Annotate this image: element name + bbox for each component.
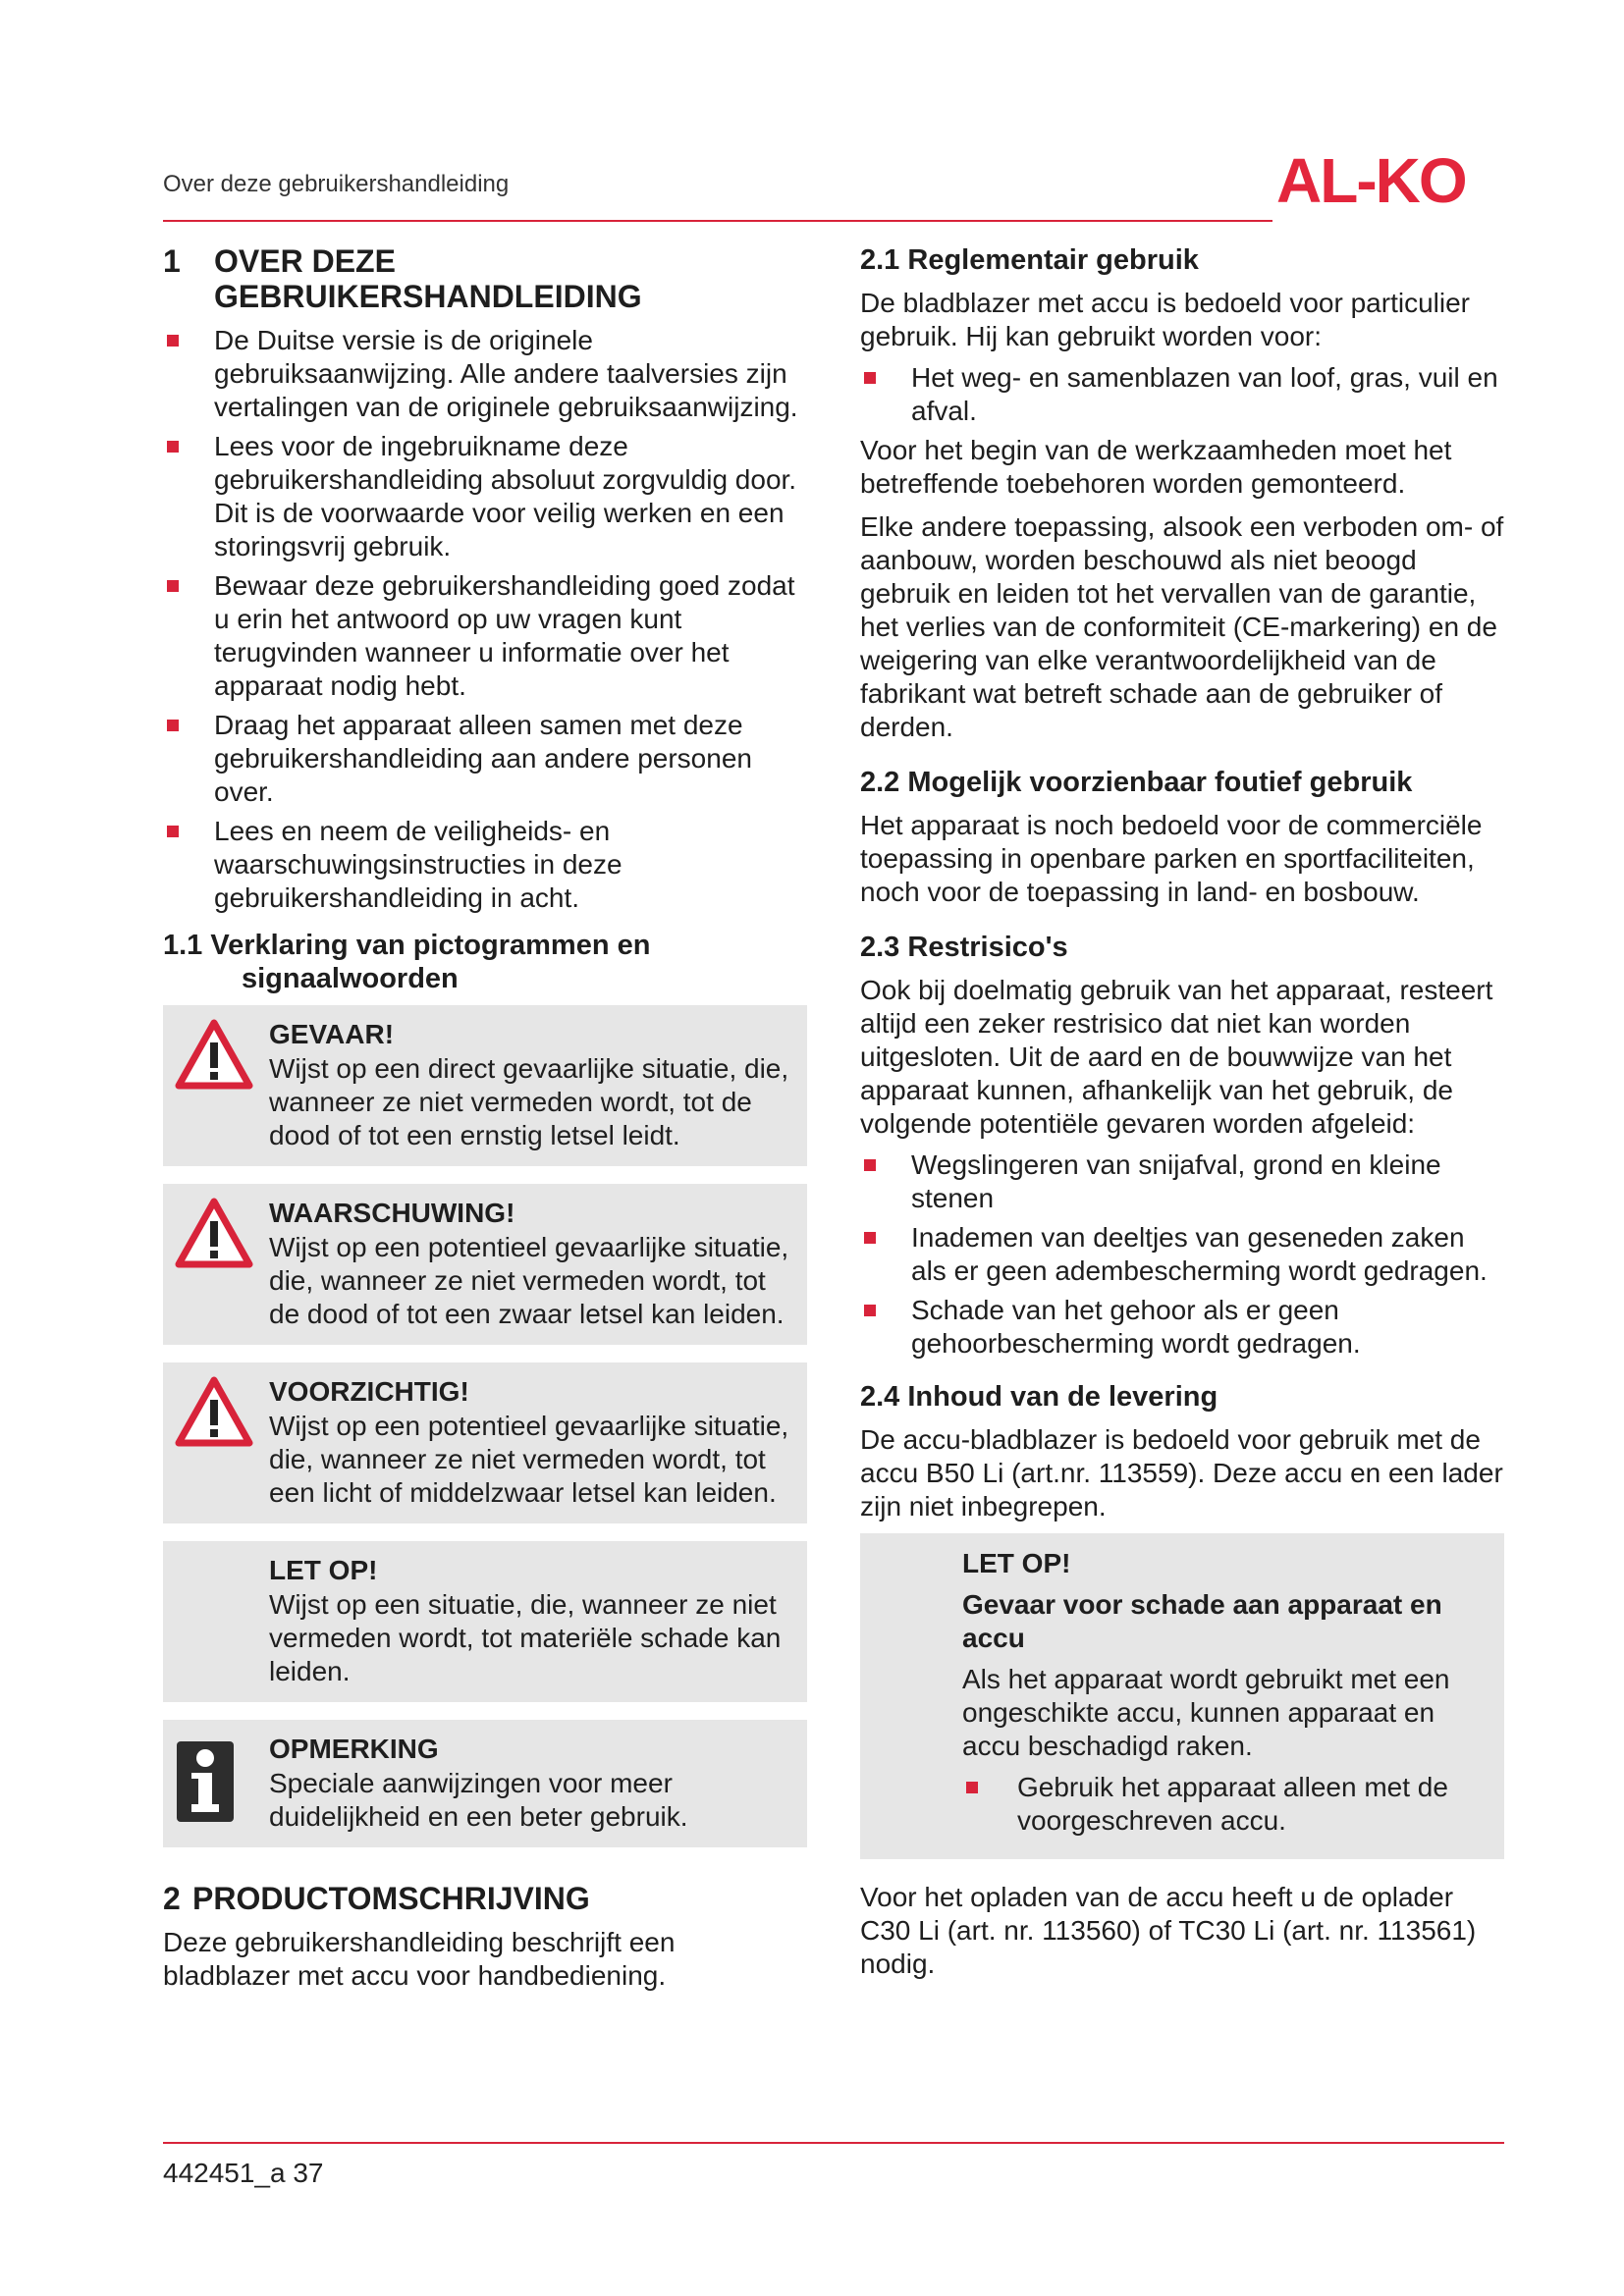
notice-body: Wijst op een potentieel gevaarlijke situatie, die, wanneer ze niet vermeden wordt, tot de dood of tot een zwaar letsel kan leiden.: [269, 1232, 789, 1329]
warning-triangle-icon: [175, 1019, 253, 1090]
list-item: Schade van het gehoor als er geen gehoorbescherming wordt gedragen.: [860, 1294, 1504, 1361]
callout-body: Als het apparaat wordt gebruikt met een ongeschikte accu, kunnen apparaat en accu beschadigd raken.: [962, 1664, 1450, 1761]
list-item: Het weg- en samenblazen van loof, gras, vuil en afval.: [860, 361, 1504, 428]
list-item: De Duitse versie is de originele gebruiksaanwijzing. Alle andere taalversies zijn vertalingen van de originele gebruiksaanwijzing.: [163, 324, 807, 424]
remark-notice: [163, 1720, 807, 1847]
notice-body: Speciale aanwijzingen voor meer duidelijkheid en een beter gebruik.: [269, 1768, 688, 1832]
list-item: Bewaar deze gebruikershandleiding goed zodat u erin het antwoord op uw vragen kunt terugvinden wanneer u informatie over het apparaat nodig hebt.: [163, 569, 807, 703]
list-item: Inademen van deeltjes van geseneden zaken als er geen adembescherming wordt gedragen.: [860, 1221, 1504, 1288]
section-2-1-heading: 2.1 Reglementair gebruik: [860, 244, 1199, 276]
list-item: Lees en neem de veiligheids- en waarschuwingsinstructies in deze gebruikershandleiding in acht.: [163, 815, 807, 915]
callout-title: LET OP!: [962, 1548, 1071, 1578]
page-footer: 442451_a 37: [163, 2158, 324, 2188]
callout-list: [962, 1771, 1481, 1838]
list-item: Lees voor de ingebruikname deze gebruikershandleiding absoluut zorgvuldig door. Dit is de voorwaarde voor veilig werken en een storingsvrij gebruik.: [163, 430, 807, 563]
list-item: Gebruik het apparaat alleen met de voorgeschreven accu.: [962, 1771, 1481, 1838]
notice-body: Wijst op een direct gevaarlijke situatie, die, wanneer ze niet vermeden wordt, tot de dood of tot een ernstig letsel leidt.: [269, 1053, 789, 1150]
list-item: Draag het apparaat alleen samen met deze gebruikershandleiding aan andere personen over.: [163, 709, 807, 809]
section-2-4-body: De accu-bladblazer is bedoeld voor gebruik met de accu B50 Li (art.nr. 113559). Deze accu en een lader zijn niet inbegrepen.: [860, 1424, 1503, 1522]
notice-title: VOORZICHTIG!: [269, 1376, 469, 1407]
section-2-2-body: Het apparaat is noch bedoeld voor de commerciële toepassing in openbare parken en sportfaciliteiten, noch voor de toepassing in land- en bosbouw.: [860, 810, 1483, 907]
info-icon: [177, 1741, 234, 1822]
notice-body: Wijst op een potentieel gevaarlijke situatie, die, wanneer ze niet vermeden wordt, tot een licht of middelzwaar letsel kan leiden.: [269, 1411, 789, 1508]
section-1-heading: 1 OVER DEZE GEBRUIKERSHANDLEIDING: [163, 243, 642, 314]
section-2-3-body: Ook bij doelmatig gebruik van het apparaat, resteert altijd een zeker restrisico dat niet kan worden uitgesloten. Uit de aard en de bouwwijze van het apparaat kunnen, afhankelijk van het gebruik, de volgende potentiële gevaren worden afgeleid:: [860, 975, 1493, 1139]
danger-notice: [163, 1005, 807, 1166]
running-header: Over deze gebruikershandleiding: [163, 171, 510, 197]
footer-divider: [163, 2142, 1504, 2144]
right-column: [860, 243, 1504, 1981]
notice-title: LET OP!: [269, 1555, 378, 1585]
notice-body: Wijst op een situatie, die, wanneer ze niet vermeden wordt, tot materiële schade kan leiden.: [269, 1589, 782, 1686]
section-2-4-heading: 2.4 Inhoud van de levering: [860, 1381, 1218, 1413]
section-2-3-list: [860, 1148, 1504, 1361]
section-2-heading: 2 PRODUCTOMSCHRIJVING: [163, 1881, 590, 1916]
let-op-notice: [163, 1541, 807, 1702]
caution-notice: [163, 1362, 807, 1523]
alko-logo: AL-KO: [1276, 145, 1466, 216]
section-2-1-intro: De bladblazer met accu is bedoeld voor particulier gebruik. Hij kan gebruikt worden voor:: [860, 288, 1470, 351]
section-2-2-heading: 2.2 Mogelijk voorzienbaar foutief gebruik: [860, 767, 1413, 798]
section-2-1-list: [860, 361, 1504, 428]
callout-subtitle: Gevaar voor schade aan apparaat en accu: [962, 1589, 1442, 1653]
header-divider: [163, 220, 1272, 222]
section-2-1-paragraph: Voor het begin van de werkzaamheden moet het betreffende toebehoren worden gemonteerd.: [860, 435, 1452, 499]
warning-notice: [163, 1184, 807, 1345]
section-2-1-paragraph: Elke andere toepassing, alsook een verboden om- of aanbouw, worden beschouwd als niet beoogd gebruik en leiden tot het vervallen van de garantie, het verlies van de conformiteit (CE-markering) en de weigering van elke verantwoordelijkheid van de fabrikant wat betreft schade aan de gebruiker of derden.: [860, 511, 1504, 742]
notice-title: OPMERKING: [269, 1734, 439, 1764]
list-item: Wegslingeren van snijafval, grond en kleine stenen: [860, 1148, 1504, 1215]
notice-title: WAARSCHUWING!: [269, 1198, 515, 1228]
section-2-3-heading: 2.3 Restrisico's: [860, 932, 1068, 963]
section-1-1-heading: 1.1 Verklaring van pictogrammen en signaalwoorden: [163, 930, 651, 994]
left-column: [163, 243, 807, 1993]
section-2-body: Deze gebruikershandleiding beschrijft een bladblazer met accu voor handbediening.: [163, 1927, 676, 1991]
section-1-list: [163, 324, 807, 915]
section-2-4-closing: Voor het opladen van de accu heeft u de oplader C30 Li (art. nr. 113560) of TC30 Li (art. nr. 113561) nodig.: [860, 1882, 1477, 1979]
notice-title: GEVAAR!: [269, 1019, 395, 1049]
let-op-callout: [860, 1533, 1504, 1859]
warning-triangle-icon: [175, 1198, 253, 1268]
warning-triangle-icon: [175, 1376, 253, 1447]
